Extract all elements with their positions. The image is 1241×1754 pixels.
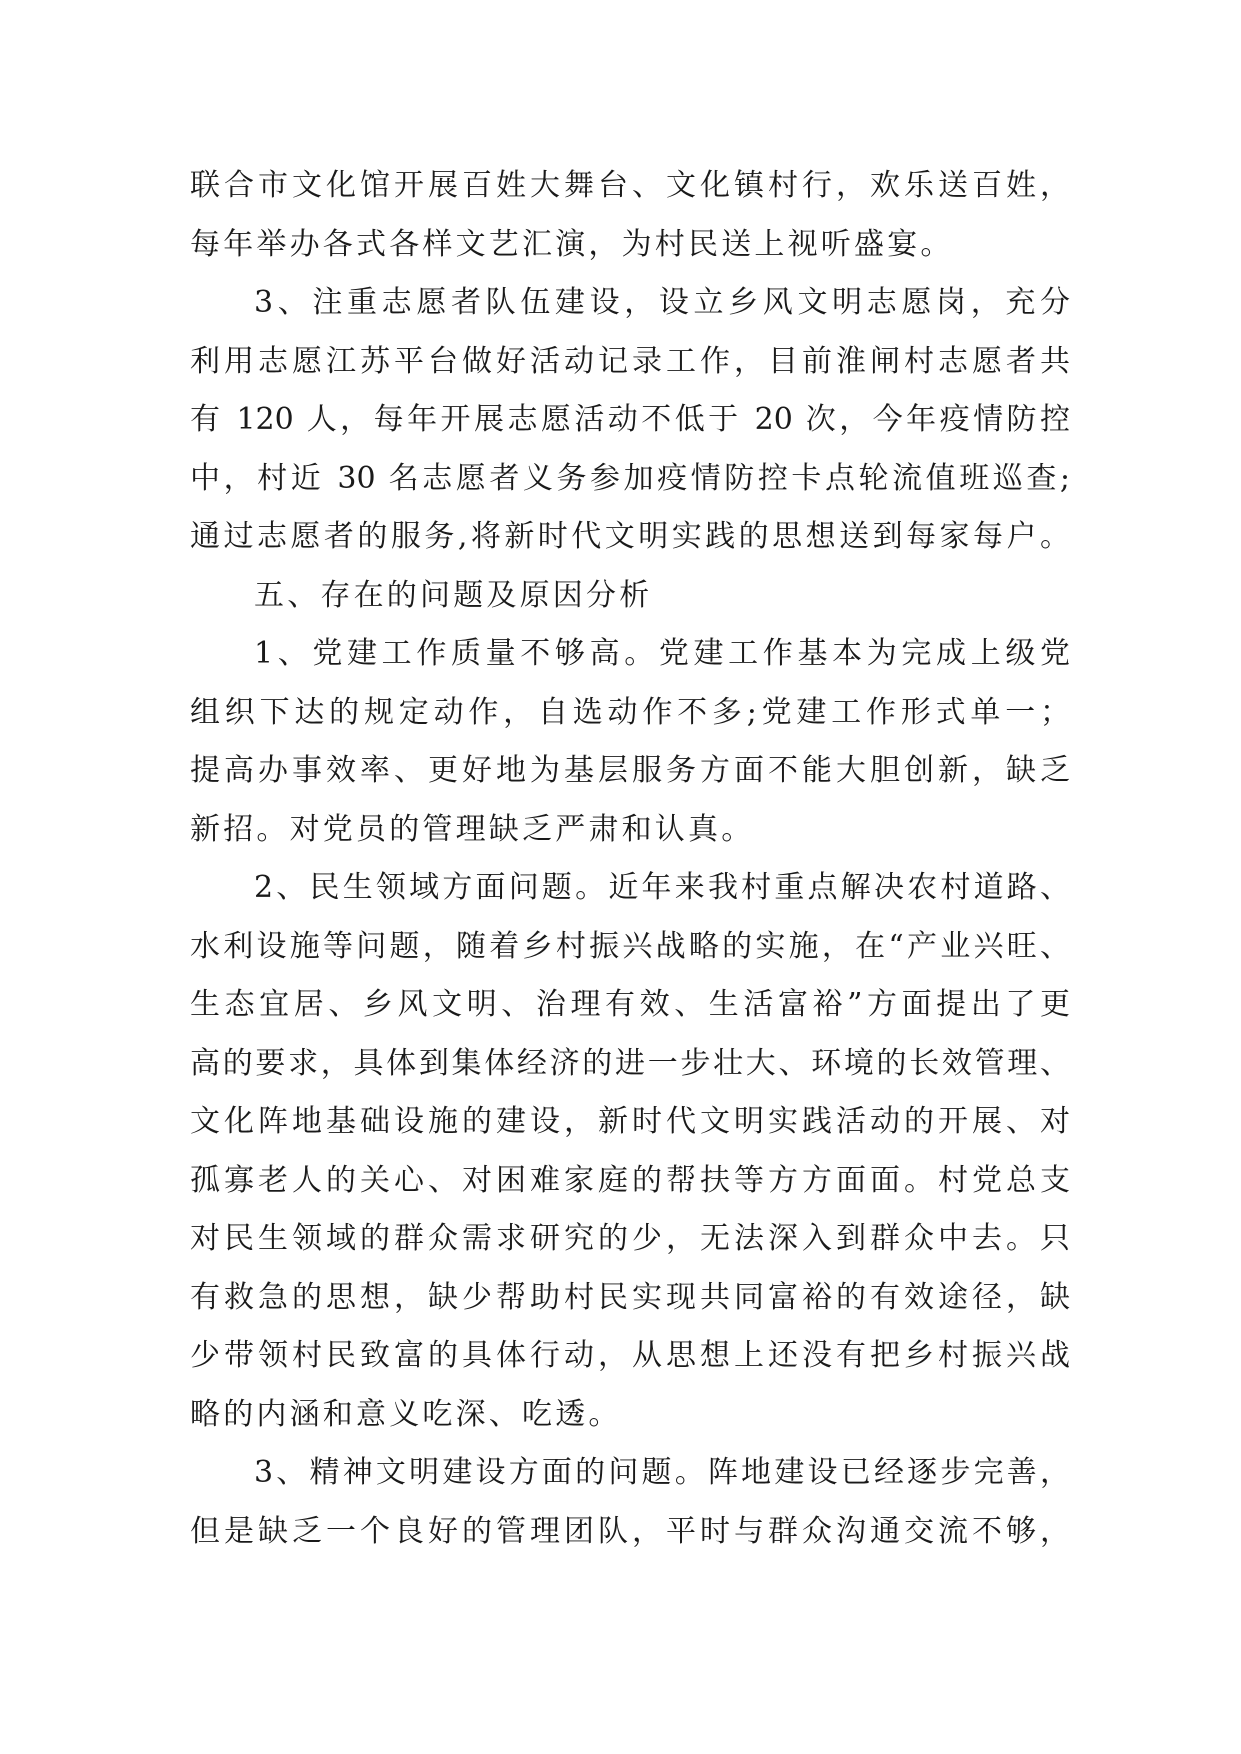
text-line: 每年举办各式各样文艺汇演，为村民送上视听盛宴。 xyxy=(190,226,954,262)
text-line: 五、存在的问题及原因分析 xyxy=(254,577,653,613)
text-line: 通过志愿者的服务,将新时代文明实践的思想送到每家每户。 xyxy=(190,519,1070,554)
text-line: 但是缺乏一个良好的管理团队，平时与群众沟通交流不够， xyxy=(190,1513,1070,1549)
text-line: 对民生领域的群众需求研究的少，无法深入到群众中去。只 xyxy=(190,1221,1070,1256)
text-line: 有 120 人，每年开展志愿活动不低于 20 次，今年疫情防控 xyxy=(190,402,1070,437)
text-line: 3、注重志愿者队伍建设，设立乡风文明志愿岗，充分 xyxy=(254,285,1070,320)
text-line: 高的要求，具体到集体经济的进一步壮大、环境的长效管理、 xyxy=(190,1045,1070,1081)
text-line: 组织下达的规定动作，自选动作不多;党建工作形式单一； xyxy=(190,694,1070,730)
document-body xyxy=(190,157,1070,1561)
text-line: 少带领村民致富的具体行动，从思想上还没有把乡村振兴战 xyxy=(190,1338,1070,1373)
text-line: 孤寡老人的关心、对困难家庭的帮扶等方方面面。村党总支 xyxy=(190,1162,1070,1198)
text-line: 1、党建工作质量不够高。党建工作基本为完成上级党 xyxy=(254,636,1070,671)
text-line: 文化阵地基础设施的建设，新时代文明实践活动的开展、对 xyxy=(190,1104,1070,1139)
text-line: 生态宜居、乡风文明、治理有效、生活富裕”方面提出了更 xyxy=(190,987,1070,1022)
text-line: 中，村近 30 名志愿者义务参加疫情防控卡点轮流值班巡查; xyxy=(190,460,1070,496)
text-line: 略的内涵和意义吃深、吃透。 xyxy=(190,1396,622,1432)
text-line: 3、精神文明建设方面的问题。阵地建设已经逐步完善， xyxy=(254,1455,1070,1490)
text-line: 新招。对党员的管理缺乏严肃和认真。 xyxy=(190,811,755,847)
text-line: 利用志愿江苏平台做好活动记录工作，目前淮闸村志愿者共 xyxy=(190,343,1070,379)
text-line: 水利设施等问题，随着乡村振兴战略的实施，在“产业兴旺、 xyxy=(190,928,1070,964)
text-line: 有救急的思想，缺少帮助村民实现共同富裕的有效途径，缺 xyxy=(190,1279,1070,1315)
text-line: 联合市文化馆开展百姓大舞台、文化镇村行，欢乐送百姓， xyxy=(190,168,1070,203)
text-line: 提高办事效率、更好地为基层服务方面不能大胆创新，缺乏 xyxy=(190,753,1070,788)
text-line: 2、民生领域方面问题。近年来我村重点解决农村道路、 xyxy=(254,870,1070,905)
